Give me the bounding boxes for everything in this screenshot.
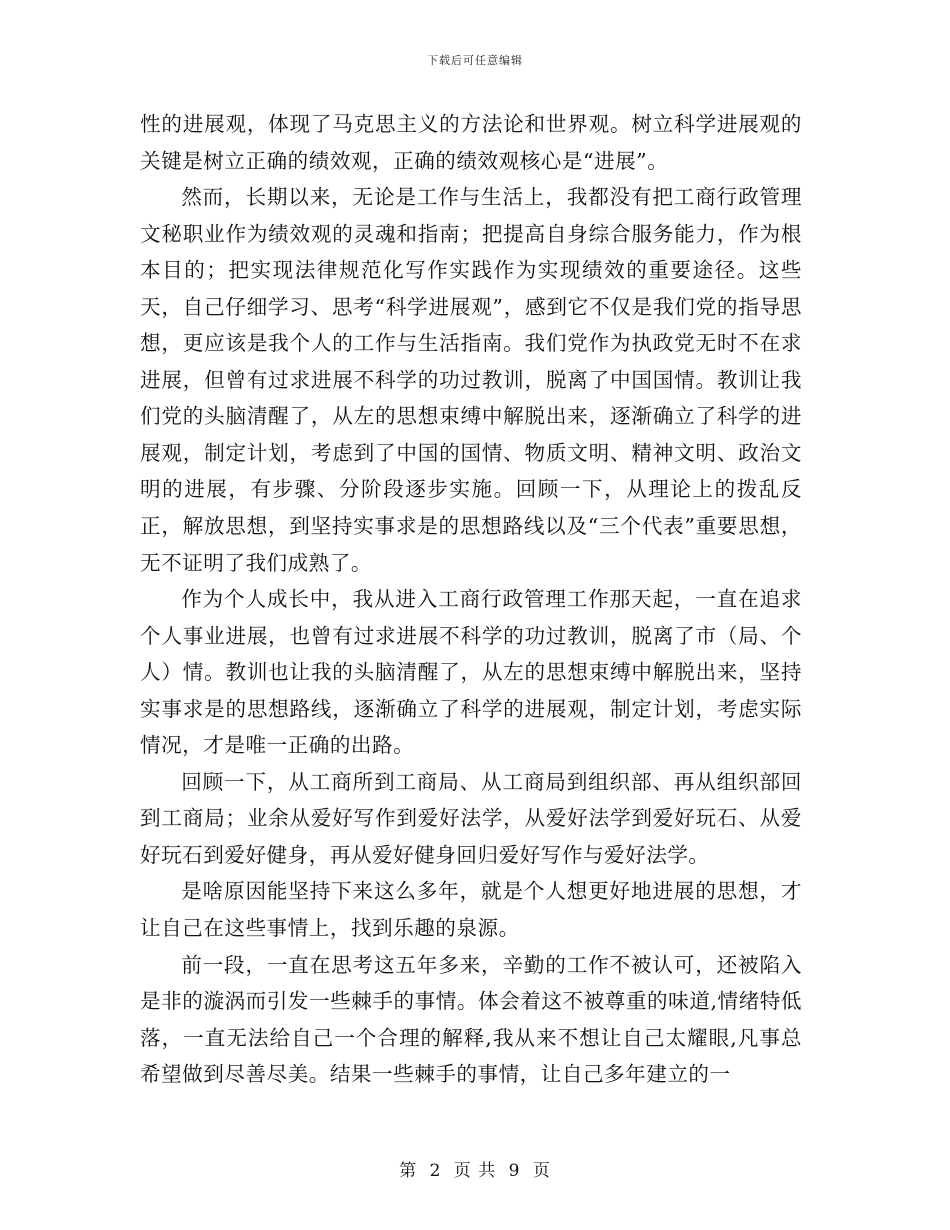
footer-middle: 页 共 — [453, 1161, 497, 1181]
document-body — [140, 106, 802, 1093]
footer-prefix: 第 — [399, 1161, 418, 1181]
paragraph-5: 是啥原因能坚持下来这么多年，就是个人想更好地进展的思想，才让自己在这些事情上，找到乐趣的泉源。 — [140, 879, 802, 941]
current-page-number: 2 — [429, 1161, 442, 1181]
paragraph-2: 然而，长期以来，无论是工作与生活上，我都没有把工商行政管理文秘职业作为绩效观的灵魂和指南；把提高自身综合服务能力，作为根本目的；把实现法律规范化写作实践作为实现绩效的重要途径。这些天，自己仔细学习、思考“科学进展观”，感到它不仅是我们党的指导思想，更应该是我个人的工作与生活指南。我们党作为执政党无时不在求进展，但曾有过求进展不科学的功过教训，脱离了中国国情。教训让我们党的头脑清醒了，从左的思想束缚中解脱出来，逐渐确立了科学的进展观，制定计划，考虑到了中国的国情、物质文明、精神文明、政治文明的进展，有步骤、分阶段逐步实施。回顾一下，从理论上的拨乱反正，解放思想，到坚持实事求是的思想路线以及“三个代表”重要思想，无不证明了我们成熟了。 — [140, 185, 802, 575]
paragraph-6: 前一段，一直在思考这五年多来，辛勤的工作不被认可，还被陷入是非的漩涡而引发一些棘手的事情。体会着这不被尊重的味道,情绪特低落，一直无法给自己一个合理的解释,我从来不想让自己太耀眼,凡事总希望做到尽善尽美。结果一些棘手的事情，让自己多年建立的一 — [140, 952, 802, 1087]
paragraph-3: 作为个人成长中，我从进入工商行政管理工作那天起，一直在追求个人事业进展，也曾有过求进展不科学的功过教训，脱离了市（局、个人）情。教训也让我的头脑清醒了，从左的思想束缚中解脱出来，坚持实事求是的思想路线，逐渐确立了科学的进展观，制定计划，考虑实际情况，才是唯一正确的出路。 — [140, 587, 802, 758]
page-footer — [0, 1156, 950, 1181]
page-header: 下载后可任意编辑 — [427, 54, 523, 67]
total-pages-number: 9 — [508, 1161, 521, 1181]
paragraph-4: 回顾一下，从工商所到工商局、从工商局到组织部、再从组织部回到工商局；业余从爱好写作到爱好法学，从爱好法学到爱好玩石、从爱好玩石到爱好健身，再从爱好健身回归爱好写作与爱好法学。 — [140, 769, 802, 867]
footer-suffix: 页 — [532, 1161, 551, 1181]
paragraph-1: 性的进展观，体现了马克思主义的方法论和世界观。树立科学进展观的关键是树立正确的绩效观，正确的绩效观核心是“进展”。 — [140, 112, 802, 173]
